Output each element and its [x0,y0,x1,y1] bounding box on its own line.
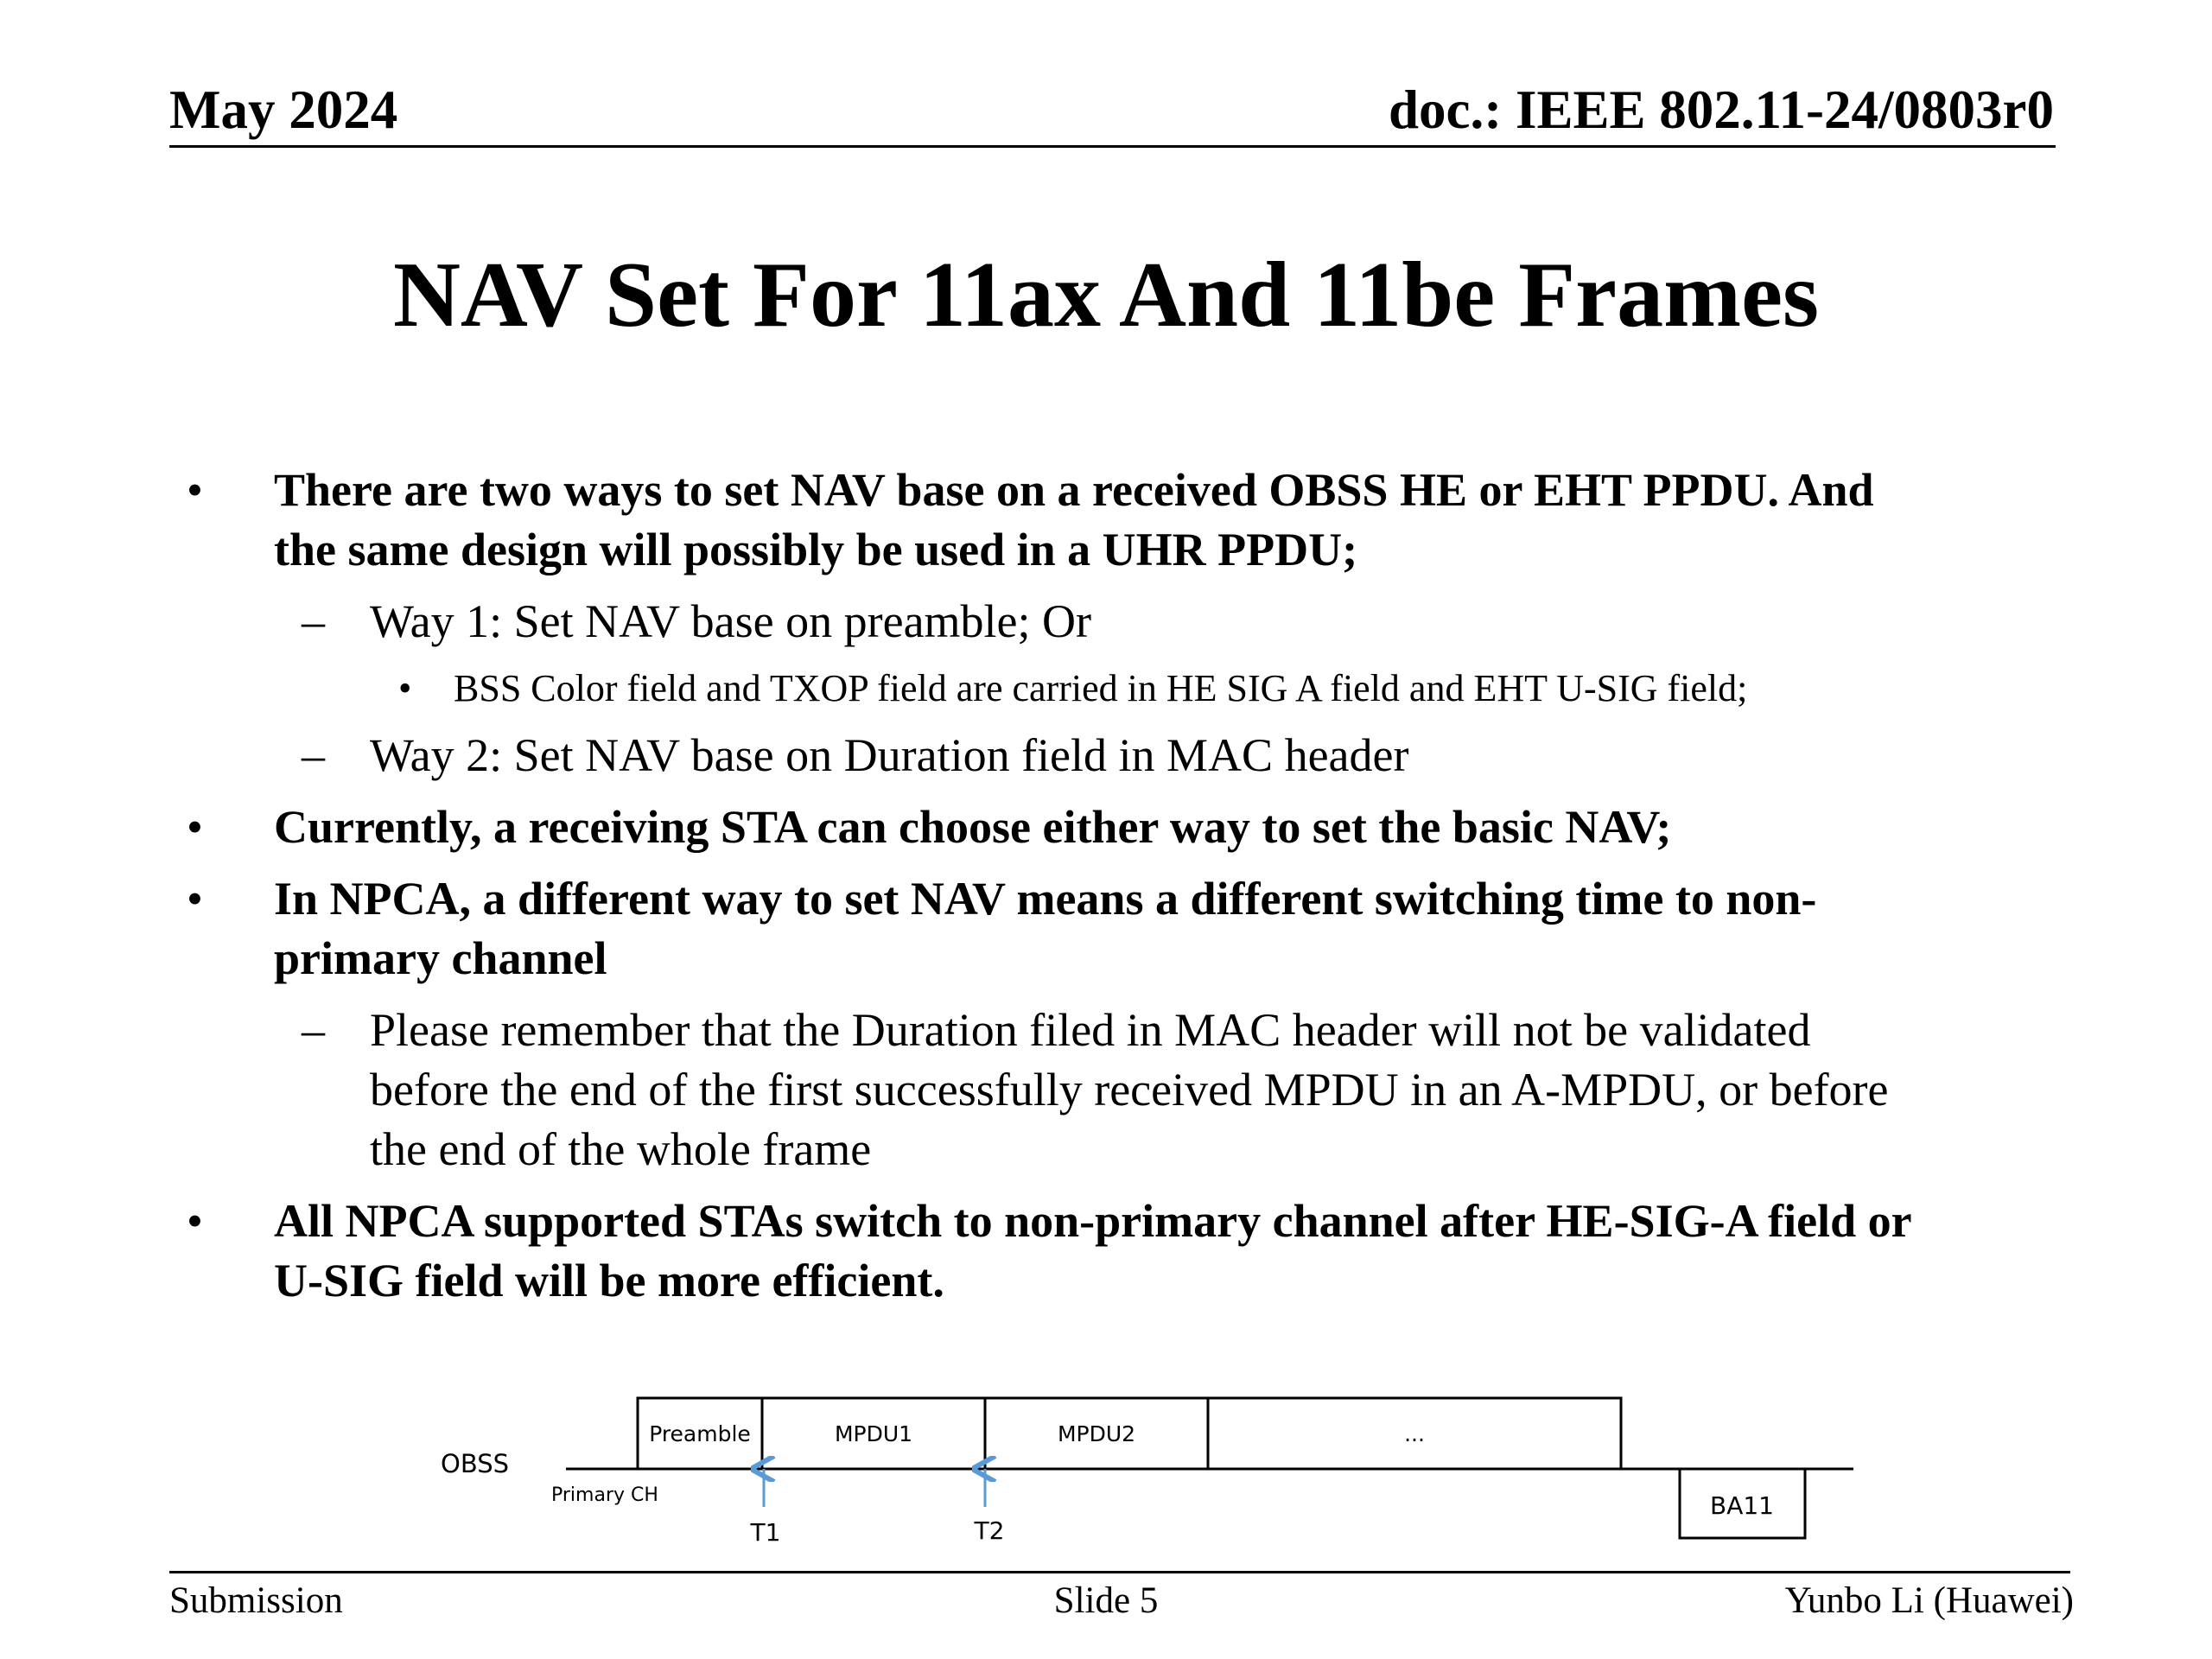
bullet-4-line-1: All NPCA supported STAs switch to non-primary channel after HE-SIG-A field or [274,1195,1912,1247]
dash-marker: – [302,595,325,647]
footer-submission: Submission [169,1580,343,1621]
ba-label: BA11 [1710,1491,1774,1520]
header-rule [169,145,2056,148]
bullet-1-line-2: the same design will possibly be used in a UHR PPDU; [274,524,1358,575]
segment-label-mpdu2: MPDU2 [1057,1421,1136,1446]
bullet-marker: • [187,1195,203,1247]
frame-segment-preamble [638,1398,762,1469]
sub-bullet-duration-line-2: before the end of the first successfully received MPDU in an A-MPDU, or before [370,1064,1889,1116]
frame-segment-ellipsis [1208,1398,1621,1469]
ba-box [1680,1469,1805,1538]
dash-marker: – [302,729,325,781]
t1-label: T1 [750,1518,781,1547]
bullet-4-line-2: U-SIG field will be more efficient. [274,1255,944,1306]
bullet-marker: • [398,667,412,709]
footer-slide-number: Slide 5 [1053,1580,1159,1621]
slide-title: NAV Set For 11ax And 11be Frames [392,244,1820,346]
footer-author: Yunbo Li (Huawei) [1784,1580,2074,1621]
segment-label-mpdu1: MPDU1 [834,1421,913,1446]
segment-label-preamble: Preamble [649,1421,751,1446]
t2-label: T2 [974,1516,1005,1545]
bullet-marker: • [187,464,203,516]
bullet-marker: • [187,801,203,853]
segment-label-ellipsis: ... [1404,1421,1425,1446]
sub-bullet-way-2: Way 2: Set NAV base on Duration field in MAC header [370,729,1409,781]
footer-rule [169,1571,2070,1573]
bullet-3-line-2: primary channel [274,932,607,984]
bullet-2: Currently, a receiving STA can choose either way to set the basic NAV; [274,801,1672,853]
dash-marker: – [302,1004,325,1056]
sub-bullet-way-1: Way 1: Set NAV base on preamble; Or [370,595,1091,647]
bullet-marker: • [187,873,203,925]
header-doc-id: doc.: IEEE 802.11-24/0803r0 [1388,79,2054,140]
bullet-1-line-1: There are two ways to set NAV base on a received OBSS HE or EHT PPDU. And [274,464,1874,516]
primary-ch-label: Primary CH [551,1484,658,1506]
frame-segment-mpdu1 [762,1398,985,1469]
sub-bullet-duration-line-3: the end of the whole frame [370,1123,872,1175]
frame-segment-mpdu2 [985,1398,1208,1469]
sub-sub-bullet-bss-color: BSS Color field and TXOP field are carried in HE SIG A field and EHT U-SIG field; [454,667,1748,709]
header-date: May 2024 [169,79,398,140]
obss-label: OBSS [441,1449,510,1478]
bullet-3-line-1: In NPCA, a different way to set NAV means a different switching time to non- [274,873,1817,925]
sub-bullet-duration-line-1: Please remember that the Duration filed in MAC header will not be validated [370,1004,1811,1056]
